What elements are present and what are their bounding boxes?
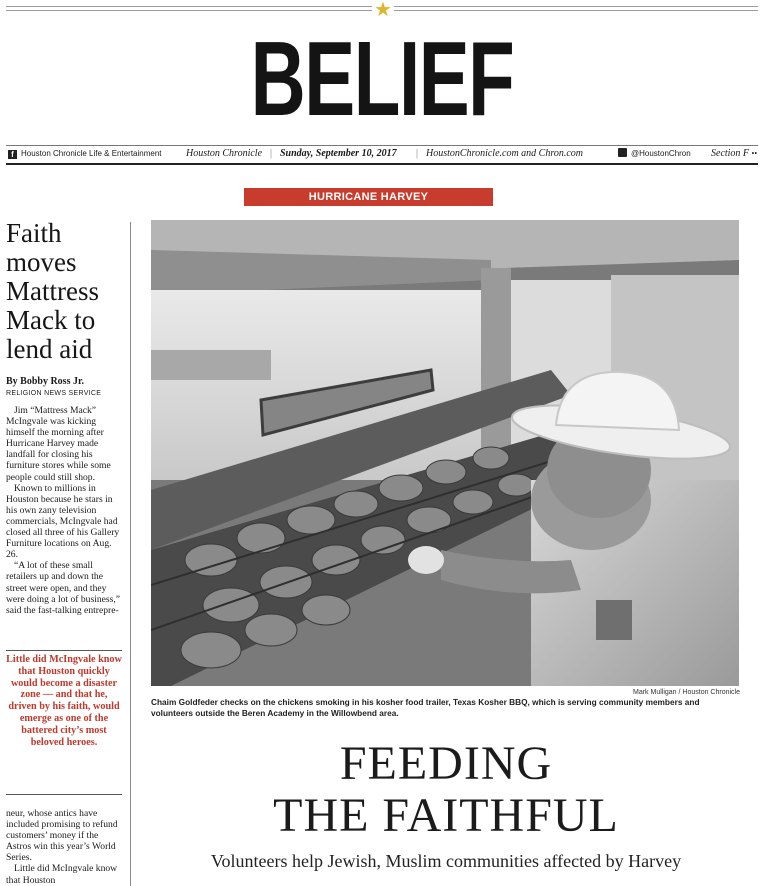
left-story-headline[interactable] xyxy=(6,219,126,364)
facebook-label: Houston Chronicle Life & Entertainment xyxy=(21,149,162,158)
section-label: Section F •• xyxy=(711,148,758,159)
left-story-body xyxy=(6,405,122,616)
section-kicker: HURRICANE HARVEY xyxy=(244,188,493,206)
headline-line: lend aid xyxy=(6,334,93,364)
left-story-body-continued xyxy=(6,808,122,886)
main-headline[interactable] xyxy=(151,738,741,842)
body-paragraph: Little did McIngvale know that Houston xyxy=(6,863,118,886)
twitter-icon xyxy=(618,148,627,157)
headline-line: moves xyxy=(6,247,77,277)
body-paragraph: neur, whose antics have included promising to refund customers’ money if the Astros win this year’s World Series. xyxy=(6,808,118,864)
column-divider xyxy=(130,222,131,886)
feature-photo[interactable] xyxy=(151,220,739,686)
section-mark: •• xyxy=(751,149,758,158)
website-names: HoustonChronicle.com and Chron.com xyxy=(426,148,584,159)
divider-bar: | xyxy=(270,148,273,159)
pull-quote-rule-bottom xyxy=(6,794,122,795)
byline-agency: RELIGION NEWS SERVICE xyxy=(6,390,102,397)
headline-line: Mattress xyxy=(6,276,99,306)
info-bar xyxy=(6,145,758,165)
body-paragraph: Jim “Mattress Mack” McIngvale was kicking himself the morning after Hurricane Harvey made landfall for closing his furniture stores while some people could still shop. xyxy=(6,405,111,483)
body-paragraph: “A lot of these small retailers up and down the street were open, and they were doing a lot of business,” said the fast-talking entrepre- xyxy=(6,560,121,616)
pull-quote: Little did McIngvale know that Houston quickly would become a disaster zone — and that he, driven by his faith, would emerge as one of the battered city’s most beloved heroes. xyxy=(6,654,122,748)
pull-quote-rule-top xyxy=(6,650,122,651)
photo-credit: Mark Mulligan / Houston Chronicle xyxy=(633,689,740,696)
facebook-icon: f xyxy=(8,150,17,159)
star-icon: ★ xyxy=(372,0,394,20)
divider-bar: | xyxy=(416,148,419,159)
byline: By Bobby Ross Jr. xyxy=(6,376,84,387)
headline-line: Faith xyxy=(6,218,62,248)
headline-line: FEEDING xyxy=(339,737,553,790)
photo-caption: Chaim Goldfeder checks on the chickens smoking in his kosher food trailer, Texas Kosher BBQ, which is serving community members and volunteers outside the Beren Academy in the Willowbend area. xyxy=(151,697,700,718)
headline-line: THE FAITHFUL xyxy=(273,789,619,842)
twitter-link[interactable] xyxy=(618,148,691,160)
issue-date: Sunday, September 10, 2017 xyxy=(280,148,397,159)
paper-name: Houston Chronicle xyxy=(186,148,263,159)
headline-line: Mack to xyxy=(6,305,96,335)
facebook-link[interactable] xyxy=(8,148,162,160)
main-deck: Volunteers help Jewish, Muslim communities affected by Harvey xyxy=(210,851,682,871)
masthead-title: BELIEF xyxy=(250,20,514,138)
twitter-handle: @HoustonChron xyxy=(631,149,691,158)
body-paragraph: Known to millions in Houston because he stars in his own zany television commercials, McIngvale had closed all three of his Gallery Furniture locations on Aug. 26. xyxy=(6,482,120,561)
